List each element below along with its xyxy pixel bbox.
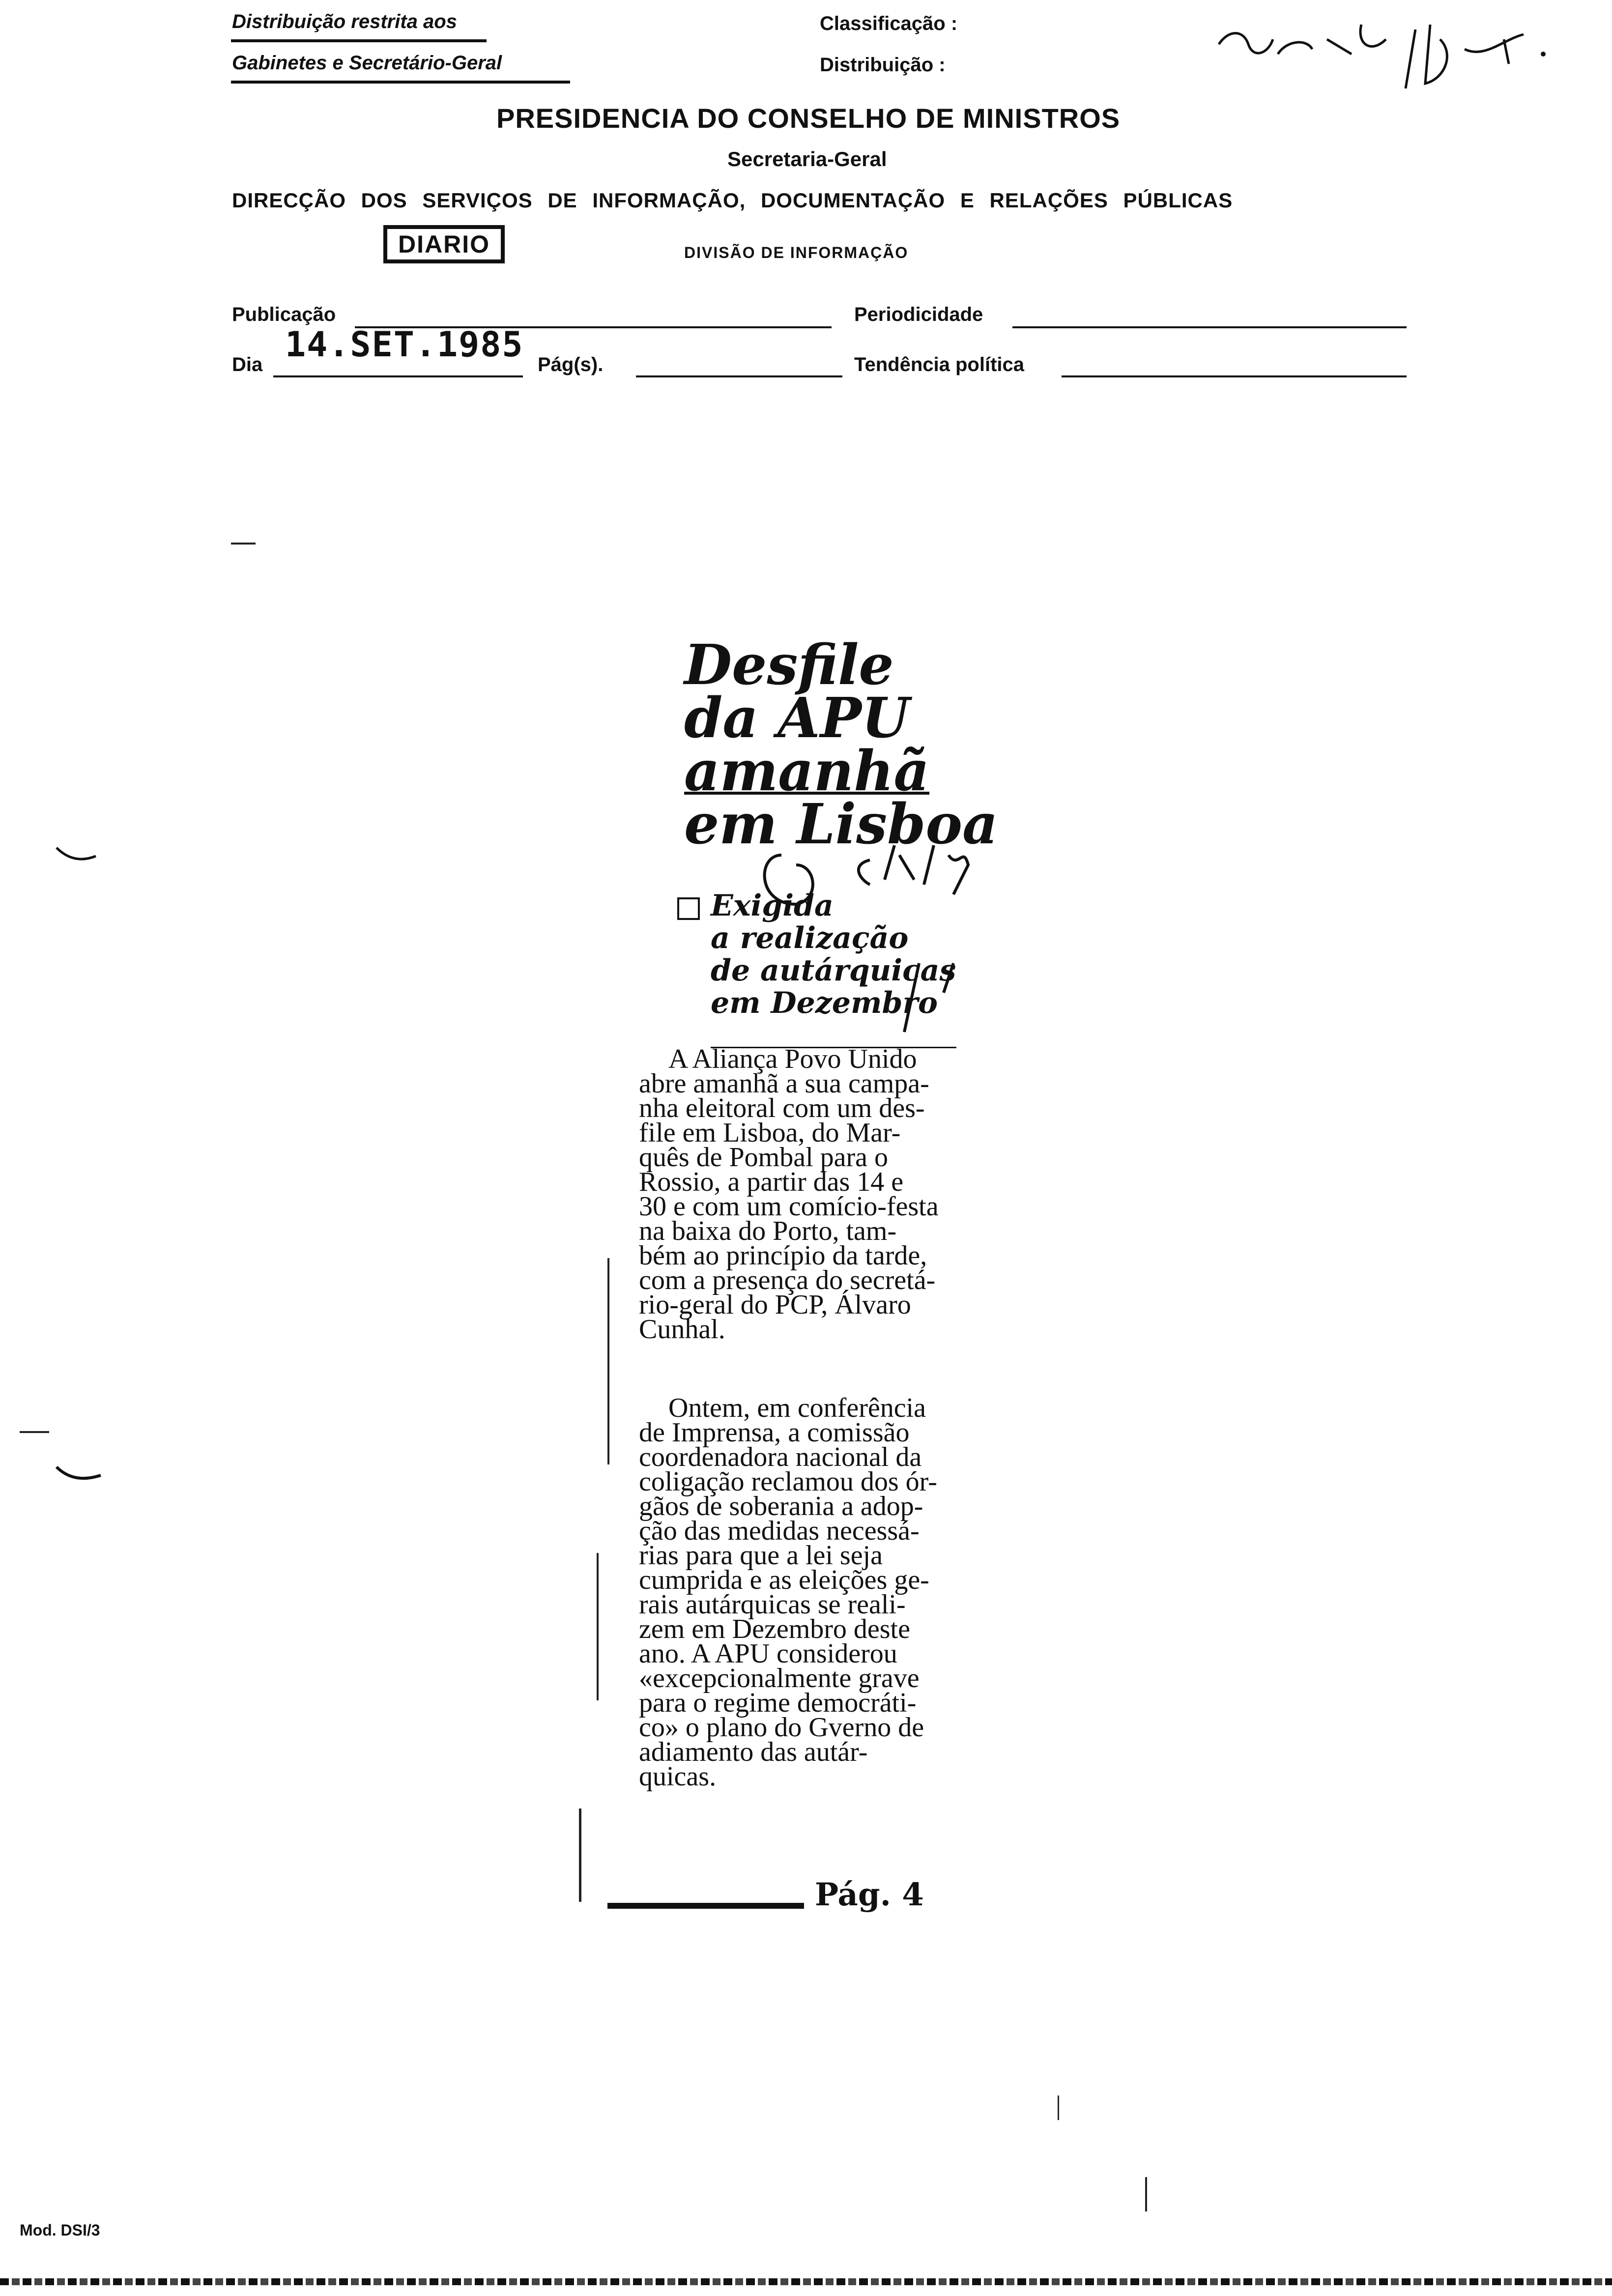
headline-line: amanhã — [684, 739, 930, 804]
distribution-restricted-line2: Gabinetes e Secretário-Geral — [232, 52, 502, 74]
organization-title: PRESIDENCIA DO CONSELHO DE MINISTROS — [496, 103, 1121, 134]
day-value: 14.SET.1985 — [285, 324, 524, 365]
headline-line: da APU — [684, 686, 910, 750]
division-name: DIVISÃO DE INFORMAÇÃO — [684, 244, 909, 261]
department-name: DIRECÇÃO DOS SERVIÇOS DE INFORMAÇÃO, DOCUMENTAÇÃO E RELAÇÕES PÚBLICAS — [232, 189, 1233, 212]
column-rule — [579, 1808, 581, 1902]
page-ref-rule — [607, 1903, 804, 1909]
political-tendency-label: Tendência política — [854, 354, 1024, 375]
newspaper-stamp: DIARIO — [383, 225, 505, 263]
scan-mark — [1058, 2095, 1059, 2120]
headline-line: em Lisboa — [684, 792, 998, 857]
handwritten-overlay — [737, 826, 983, 1032]
subhead-line: em Dezembro — [711, 986, 938, 1020]
pages-line — [636, 375, 842, 377]
column-rule — [607, 1258, 609, 1464]
pages-label: Pág(s). — [538, 354, 604, 375]
margin-curve-mark — [54, 845, 98, 865]
form-model-number: Mod. DSI/3 — [20, 2221, 100, 2239]
day-line — [273, 375, 523, 377]
article-paragraph-2: Ontem, em conferência de Imprensa, a comissão coordenadora nacional da coligação reclamou dos ór- gãos de soberania a adop- ção das medidas necessá- rias para que a lei seja cumprida e as eleições ge- rais autárquicas se reali- zem em Dezembro deste ano. A APU considerou «excepcionalmente grave para o regime democráti- co» o plano do Gverno de adiamento das autár- quicas. — [639, 1393, 937, 1792]
distribution-underline-1 — [231, 39, 487, 42]
subhead-line: Exigida — [711, 889, 834, 923]
margin-mark — [20, 1431, 49, 1433]
headline-line: Desfile — [684, 633, 894, 697]
checkbox-square-icon — [677, 897, 700, 920]
political-tendency-line — [1062, 375, 1407, 377]
day-label: Dia — [232, 354, 263, 375]
periodicity-line — [1012, 326, 1407, 328]
column-rule — [597, 1553, 599, 1700]
article-paragraph-1: A Aliança Povo Unido abre amanhã a sua campa- nha eleitoral com um des- file em Lisboa, do Mar- quês de Pombal para o Rossio, a partir das 14 e 30 e com um comício-festa na baixa do Porto, tam- bém ao princípio da tarde, com a presença do secretá- rio-geral do PCP, Álvaro Cunhal. — [639, 1044, 939, 1345]
margin-mark — [231, 543, 256, 545]
scan-mark — [1145, 2177, 1147, 2211]
subhead-line: a realização — [711, 921, 909, 955]
page-reference: Pág. 4 — [815, 1876, 924, 1913]
periodicity-label: Periodicidade — [854, 304, 983, 325]
publication-label: Publicação — [232, 304, 336, 325]
handwritten-annotation — [1209, 10, 1553, 108]
subhead-line: de autárquicas — [711, 953, 956, 988]
margin-curve-mark — [54, 1464, 103, 1484]
organization-subtitle: Secretaria-Geral — [727, 147, 887, 171]
classification-label: Classificação : — [820, 13, 958, 34]
distribution-underline-2 — [231, 81, 570, 84]
article-headline — [684, 633, 998, 857]
scan-edge-noise — [0, 2278, 1612, 2285]
distribution-label: Distribuição : — [820, 54, 946, 76]
distribution-restricted-line1: Distribuição restrita aos — [232, 11, 457, 32]
